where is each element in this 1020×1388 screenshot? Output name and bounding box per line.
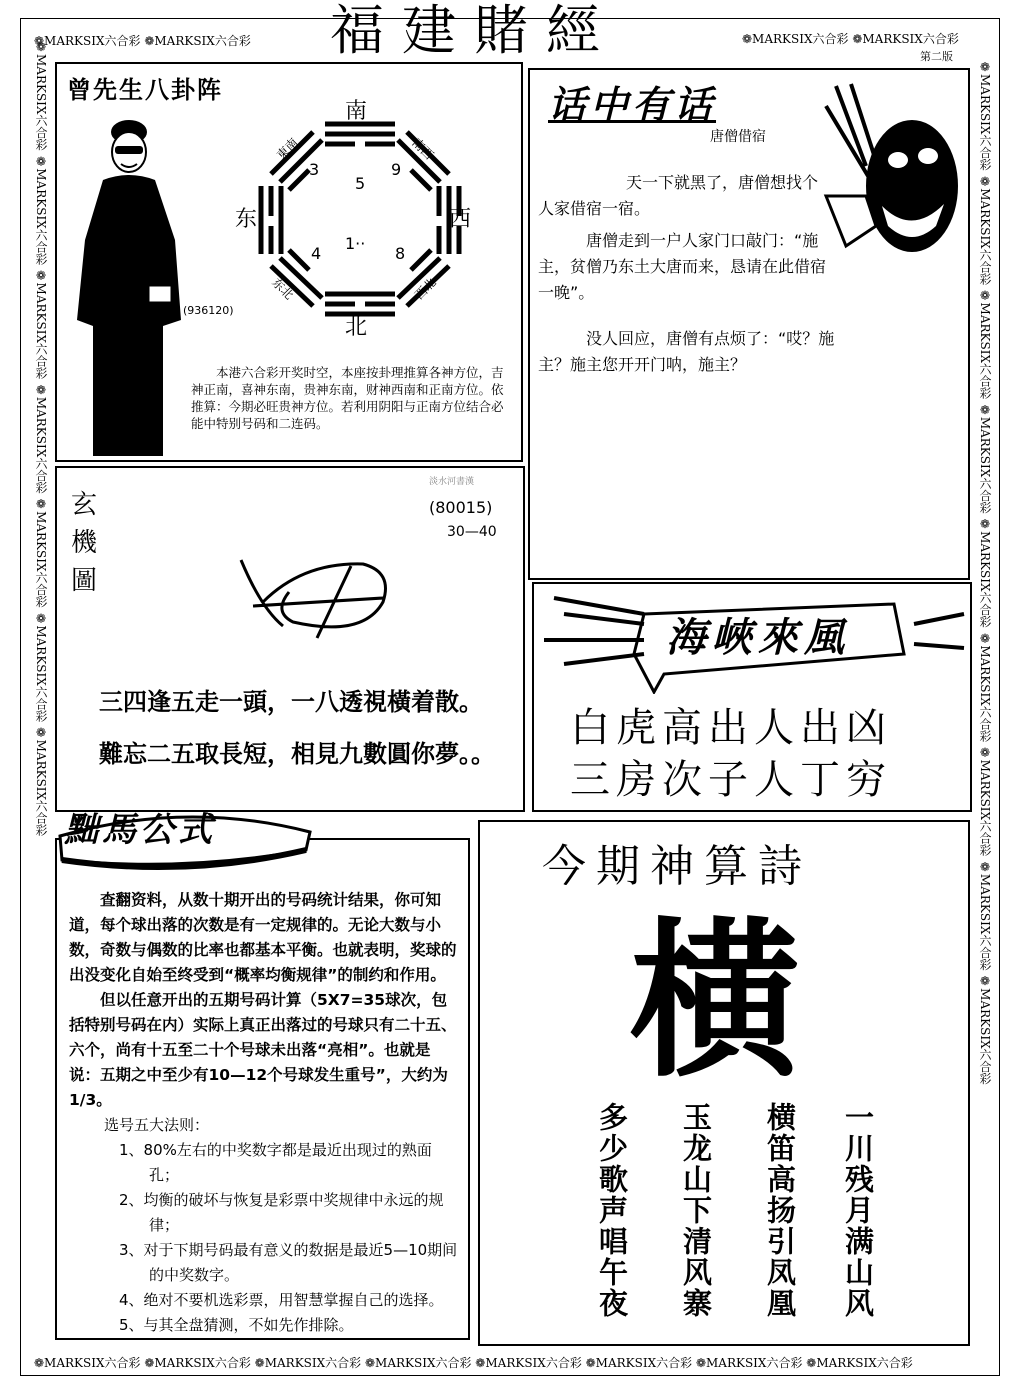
story-paragraph-1: 天一下就黑了，唐僧想找个人家借宿一宿。 xyxy=(538,173,819,218)
bagua-number-3: 3 xyxy=(309,160,320,179)
direction-southeast: 東南 xyxy=(273,135,301,163)
formula-paragraph-1: 查翻资料，从数十期开出的号码统计结果，你可知道，每个球出落的次数是有一定规律的。无论大数与小数，奇数与偶数的比率也都基本平衡。也就表明，奖球的出没变化自始至终受到“概率均衡规律”的制约和作用。 xyxy=(69,891,457,984)
bagua-number-9: 9 xyxy=(391,160,402,179)
bagua-number-5: 5 xyxy=(355,174,366,193)
haixia-line-1: 白虎高出人出凶 xyxy=(570,705,892,751)
shensuan-panel xyxy=(478,820,970,1346)
direction-southwest: 南西 xyxy=(409,135,437,163)
shensuan-title: 今期神算詩 xyxy=(542,841,812,892)
xuanji-poem-line-1: 三四逢五走一頭，一八透視橫着散。 xyxy=(99,688,483,716)
xuanji-title xyxy=(71,486,97,600)
xuanji-panel xyxy=(55,466,525,812)
cartoon-face-image xyxy=(816,76,966,266)
formula-paragraph-2: 但以任意开出的五期号码计算（5X7=35球次，包括特别号码在内）实际上真正出落过的号球只有二十五、六个，尚有十五至二十个号球未出落“亮相”。也就是说：五期之中至少有10—12个号球发生重号”，大约为1/3。 xyxy=(69,991,457,1109)
shensuan-poem-col-3: 玉龙山下清风寨 xyxy=(679,1102,713,1319)
bagua-description: 本港六合彩开奖时空，本座按卦理推算各神方位，吉神正南，喜神东南，贵神东南，财神西南和正南方位。依推算：今期必旺贵神方位。若利用阴阳与正南方位结合必能中特别号码和二连码。 xyxy=(191,365,504,431)
formula-rule-3: 3、对于下期号码最有意义的数据是最近5—10期间的中奖数字。 xyxy=(119,1241,458,1284)
direction-west: 西 xyxy=(449,207,472,232)
formula-rules xyxy=(89,1113,461,1338)
bagua-number-4: 4 xyxy=(311,244,322,263)
shensuan-poem-col-4: 多少歌声唱午夜 xyxy=(595,1102,629,1319)
story-body xyxy=(538,170,838,378)
bagua-number-1: 1·· xyxy=(345,234,366,253)
bagua-code: (936120) xyxy=(183,304,234,317)
edition-label: 第二版 xyxy=(920,50,953,63)
bagua-panel xyxy=(55,62,523,462)
xuanji-title-char-1: 玄 xyxy=(71,490,98,520)
page-title: 福建賭經 xyxy=(330,0,618,62)
xuanji-title-char-2: 機 xyxy=(71,528,98,558)
formula-panel xyxy=(55,838,470,1340)
xuanji-title-char-3: 圖 xyxy=(71,566,98,596)
story-paragraph-2: 唐僧走到一户人家门口敲门：“施主，贫僧乃东土大唐而来，恳请在此借宿一晚”。 xyxy=(538,231,827,302)
direction-east: 东 xyxy=(235,207,258,232)
top-left-brand-strip: ❁MARKSIX六合彩 ❁MARKSIX六合彩 xyxy=(34,34,251,48)
shensuan-poem-col-1: 一川残月满山风 xyxy=(841,1102,875,1319)
xuanji-faint-label: 淡水河書漢 xyxy=(429,477,475,487)
story-title: 话中有话 xyxy=(548,82,717,127)
story-panel xyxy=(528,68,970,580)
right-brand-strip: ❁MARKSIX六合彩 ❁MARKSIX六合彩 ❁MARKSIX六合彩 ❁MARKSIX六合彩 ❁MARKSIX六合彩 ❁MARKSIX六合彩 ❁MARKSIX六合彩 ❁MARKSIX六合彩 ❁MARKSIX六合彩 xyxy=(978,60,992,1085)
story-paragraph-3: 没人回应，唐僧有点烦了：“哎？施主？施主您开开门呐，施主？ xyxy=(538,329,835,374)
direction-south: 南 xyxy=(345,99,368,124)
haixia-title: 海峽來風 xyxy=(666,614,850,661)
xuanji-poem-line-2: 難忘二五取長短，相見九數圓你夢。。 xyxy=(99,740,495,768)
shensuan-big-char: 横 xyxy=(630,901,801,1101)
direction-north: 北 xyxy=(345,315,368,340)
formula-rule-1: 1、80%左右的中奖数字都是最近出现过的熟面孔； xyxy=(119,1141,432,1184)
formula-title: 黜馬公式 xyxy=(64,810,216,850)
formula-rule-5: 5、与其全盘猜测，不如先作排除。 xyxy=(119,1316,354,1334)
bottom-brand-strip: ❁MARKSIX六合彩 ❁MARKSIX六合彩 ❁MARKSIX六合彩 ❁MARKSIX六合彩 ❁MARKSIX六合彩 ❁MARKSIX六合彩 ❁MARKSIX六合彩 ❁MARKSIX六合彩 xyxy=(34,1356,913,1370)
story-subtitle: 唐僧借宿 xyxy=(710,129,766,145)
bagua-title: 曾先生八卦阵 xyxy=(67,75,223,104)
direction-northwest: 西北 xyxy=(411,275,439,303)
formula-rules-title: 选号五大法则： xyxy=(104,1116,210,1134)
man-figure-image xyxy=(63,100,203,460)
formula-rule-2: 2、均衡的破坏与恢复是彩票中奖规律中永远的规律； xyxy=(119,1191,444,1234)
left-brand-strip: ❁MARKSIX六合彩 ❁MARKSIX六合彩 ❁MARKSIX六合彩 ❁MARKSIX六合彩 ❁MARKSIX六合彩 ❁MARKSIX六合彩 ❁MARKSIX六合彩 xyxy=(34,40,48,837)
xuanji-drawing xyxy=(233,542,403,642)
haixia-line-2: 三房次子人丁穷 xyxy=(570,757,892,803)
bagua-number-8: 8 xyxy=(395,244,406,263)
xuanji-code: (80015) xyxy=(429,498,493,517)
top-right-brand-strip: ❁MARKSIX六合彩 ❁MARKSIX六合彩 xyxy=(742,32,959,46)
formula-body xyxy=(69,888,461,1338)
formula-rule-4: 4、绝对不要机选彩票，用智慧掌握自己的选择。 xyxy=(119,1291,444,1309)
xuanji-range: 30—40 xyxy=(447,524,497,540)
haixia-panel xyxy=(532,582,972,812)
shensuan-poem-col-2: 横笛高扬引凤凰 xyxy=(763,1102,797,1319)
direction-northeast: 东北 xyxy=(269,275,297,303)
